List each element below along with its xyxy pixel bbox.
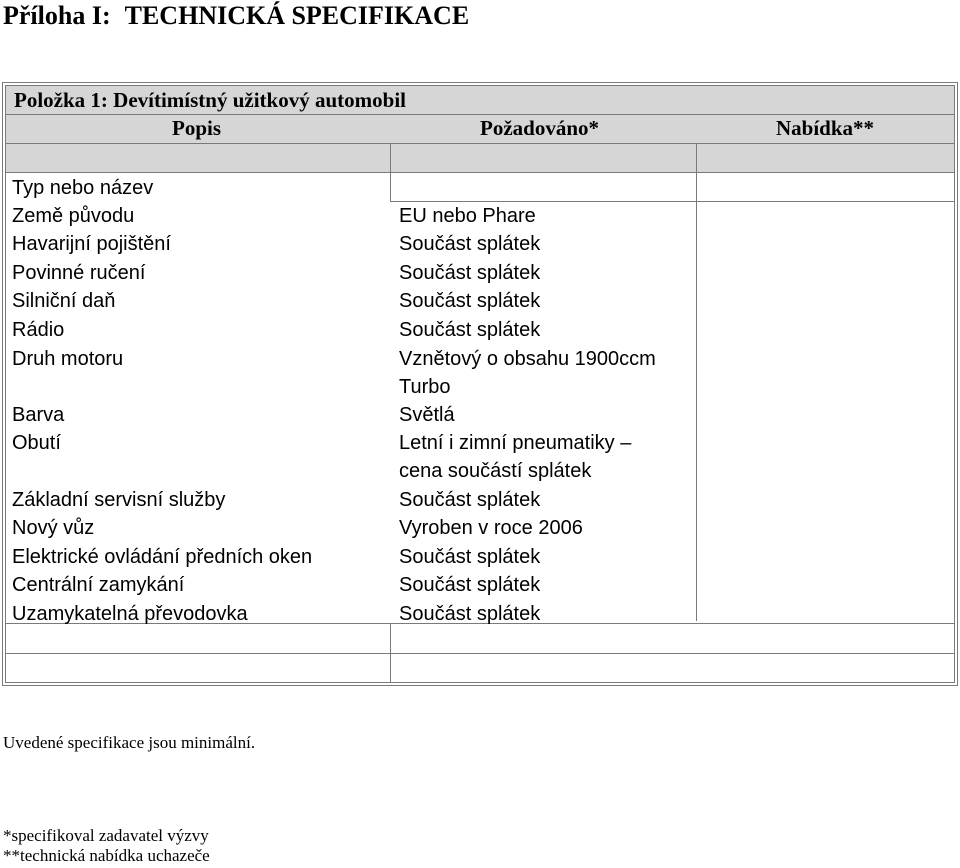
column-header-popis: Popis [172,116,222,140]
spacer-row [6,144,954,172]
header-divider [6,114,954,115]
row-label-obuti: Obutí [12,432,61,454]
row-label-silnicni: Silniční daň [12,290,116,312]
row-label-zamykani: Centrální zamykání [12,574,185,596]
required-servis: Součást splátek [399,489,541,511]
row-label-povinne: Povinné ručení [12,262,146,284]
required-obuti: Letní i zimní pneumatiky – [399,432,632,454]
footnote-required: *specifikoval zadavatel výzvy [3,826,209,845]
row-label-havarijni: Havarijní pojištění [12,233,171,255]
required-druh-motoru: Vznětový o obsahu 1900ccm [399,348,656,370]
column-header-nabidka: Nabídka** [776,116,875,140]
row-label-typ: Typ nebo název [12,177,154,199]
column-divider-2-top [696,144,697,201]
heading-prefix: Příloha I: [3,1,111,30]
required-radio: Součást splátek [399,319,541,341]
required-zeme: EU nebo Phare [399,205,536,227]
specification-table-inner [5,85,955,683]
row-label-druh-motoru: Druh motoru [12,348,124,370]
required-obuti-line2: cena součástí splátek [399,460,592,482]
required-novy-vuz: Vyroben v roce 2006 [399,517,583,539]
heading-title: TECHNICKÁ SPECIFIKACE [124,1,470,30]
row-label-zeme: Země původu [12,205,135,227]
required-barva: Světlá [399,404,455,426]
page-heading [3,1,469,31]
specification-table [2,82,958,686]
minimal-note: Uvedené specifikace jsou minimální. [3,733,256,752]
column-divider-2 [696,201,697,621]
required-havarijni: Součást splátek [399,233,541,255]
row-label-novy-vuz: Nový vůz [12,517,95,539]
required-okna: Součást splátek [399,546,541,568]
column-header-pozadovano: Požadováno* [480,116,600,140]
required-druh-motoru-line2: Turbo [399,376,451,398]
spacer-row-border [6,172,954,173]
section-title: Položka 1: Devítimístný užitkový automobil [14,88,406,112]
required-prevodovka: Součást splátek [399,603,541,625]
required-povinne: Součást splátek [399,262,541,284]
row-label-barva: Barva [12,404,65,426]
row-label-radio: Rádio [12,319,65,341]
footnote-offer: **technická nabídka uchazeče [3,846,210,865]
row-label-prevodovka: Uzamykatelná převodovka [12,603,248,625]
empty-row-border [6,653,954,654]
required-silnicni: Součást splátek [399,290,541,312]
column-divider-1-top [390,144,391,201]
required-zamykani: Součást splátek [399,574,541,596]
row-label-okna: Elektrické ovládání předních oken [12,546,313,568]
row-label-servis: Základní servisní služby [12,489,226,511]
